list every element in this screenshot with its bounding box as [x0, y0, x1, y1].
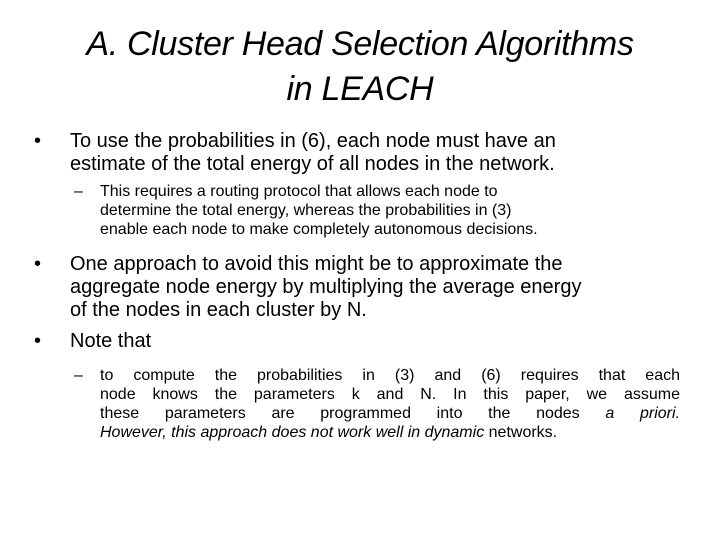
- bullet-icon: •: [34, 130, 42, 152]
- sub-2-text: [100, 366, 680, 442]
- sub-2-line-4-plain: networks.: [488, 424, 558, 441]
- title-line-2: in LEACH: [286, 70, 434, 108]
- title-line-1: A. Cluster Head Selection Algorithms: [86, 25, 634, 63]
- bullet-icon: •: [34, 253, 42, 275]
- bullet-2-line-1: One approach to avoid this might be to approximate the: [70, 253, 563, 275]
- sub-2-line-3-italic: a priori.: [605, 405, 680, 422]
- sub-2-line-4: [100, 423, 680, 442]
- dash-icon: –: [74, 183, 83, 200]
- sub-1-line-3: enable each node to make completely autonomous decisions.: [100, 221, 538, 238]
- bullet-3-text: [70, 330, 670, 353]
- sub-2-line-1: to compute the probabilities in (3) and (6) requires that each: [100, 367, 680, 384]
- bullet-1-text: [70, 130, 670, 176]
- sub-2-line-2: node knows the parameters k and N. In this paper, we assume: [100, 386, 680, 403]
- bullet-icon: •: [34, 330, 42, 352]
- sub-2-line-3-plain: these parameters are programmed into the nodes: [100, 405, 580, 422]
- sub-2-line-4-italic: However, this approach does not work well in dynamic: [100, 424, 485, 441]
- slide-title: [40, 22, 680, 112]
- sub-1-line-2: determine the total energy, whereas the probabilities in (3): [100, 202, 512, 219]
- sub-1-line-1: This requires a routing protocol that allows each node to: [100, 183, 498, 200]
- bullet-2-line-3: of the nodes in each cluster by N.: [70, 299, 367, 321]
- bullet-2-text: [70, 253, 670, 322]
- bullet-1-line-2: estimate of the total energy of all nodes in the network.: [70, 153, 555, 175]
- bullet-1-line-1: To use the probabilities in (6), each node must have an: [70, 130, 556, 152]
- bullet-3-line-1: Note that: [70, 330, 152, 352]
- sub-2-line-3: [100, 404, 680, 423]
- bullet-2-line-2: aggregate node energy by multiplying the average energy: [70, 276, 582, 298]
- sub-1-text: [100, 182, 660, 239]
- dash-icon: –: [74, 367, 83, 384]
